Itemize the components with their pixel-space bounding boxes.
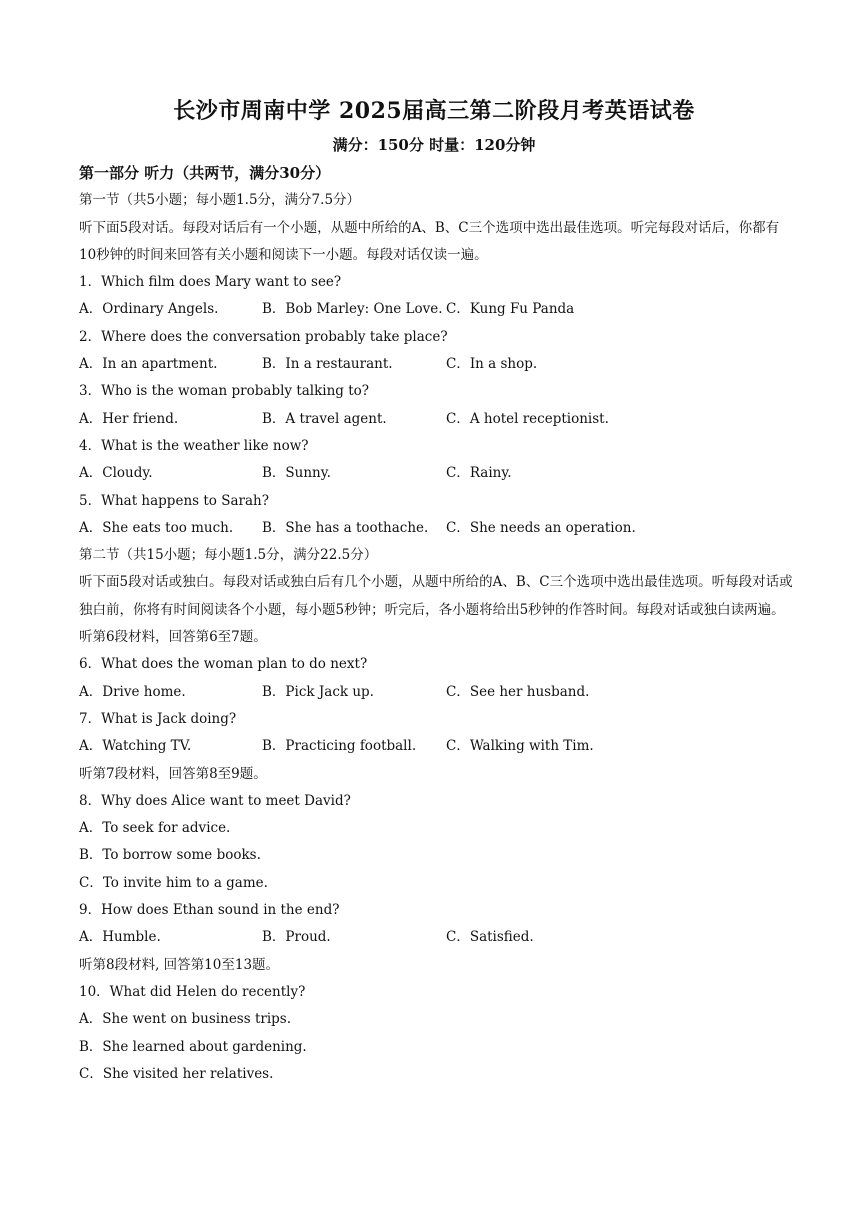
option-c: C．She visited her relatives.: [79, 1065, 274, 1082]
question-stem: 6．What does the woman plan to do next?: [79, 656, 368, 673]
option-a: A．She eats too much.: [79, 519, 234, 536]
option-c: C．To invite him to a game.: [79, 874, 268, 891]
option-c: C．She needs an operation.: [446, 519, 636, 536]
option-a: A．She went on business trips.: [79, 1011, 292, 1028]
question-stem: 3．Who is the woman probably talking to?: [79, 383, 370, 400]
option-a: A．Ordinary Angels.: [79, 301, 219, 318]
option-row: [79, 679, 794, 706]
material-7-label: 听第7段材料，回答第8至9题。: [79, 765, 267, 782]
material-8-label: 听第8段材料, 回答第10至13题。: [79, 956, 280, 973]
question-stem: 8．Why does Alice want to meet David?: [79, 792, 351, 809]
option-b: B．She has a toothache.: [262, 519, 429, 536]
option-b: B．Practicing football.: [262, 738, 417, 755]
exam-body: [79, 160, 794, 1088]
part1-heading: 第一部分 听力（共两节，满分30分）: [79, 164, 331, 182]
option-b: B．A travel agent.: [262, 410, 387, 427]
question-stem: 7．What is Jack doing?: [79, 710, 237, 727]
section1-instructions: 听下面5段对话。每段对话后有一个小题，从题中所给的A、B、C三个选项中选出最佳选项。听完每段对话后，你都有10秒钟的时间来回答有关小题和阅读下一小题。每段对话仅读一遍。: [79, 219, 780, 263]
option-b: B．To borrow some books.: [79, 847, 261, 864]
option-row: [79, 460, 794, 487]
option-c: C．A hotel receptionist.: [446, 410, 609, 427]
option-c: C．In a shop.: [446, 356, 538, 373]
option-a: A．Humble.: [79, 929, 161, 946]
section2-instructions: 听下面5段对话或独白。每段对话或独白后有几个小题，从题中所给的A、B、C三个选项中选出最佳选项。听每段对话或独白前，你将有时间阅读各个小题，每小题5秒钟；听完后，各小题将给出5秒钟的作答时间。每段对话或独白读两遍。: [79, 574, 793, 618]
option-row: [79, 351, 794, 378]
option-a: A．To seek for advice.: [79, 820, 231, 837]
option-row: [79, 924, 794, 951]
question-stem: 1．Which film does Mary want to see?: [79, 274, 342, 291]
question-stem: 5．What happens to Sarah?: [79, 492, 269, 509]
option-b: B．Sunny.: [262, 465, 331, 482]
option-a: A．In an apartment.: [79, 356, 218, 373]
question-stem: 9．How does Ethan sound in the end?: [79, 902, 340, 919]
question-stem: 10．What did Helen do recently?: [79, 983, 306, 1000]
option-b: B．Bob Marley: One Love.: [262, 301, 443, 318]
option-b: B．Pick Jack up.: [262, 683, 374, 700]
exam-score-time: 满分：150分 时量：120分钟: [332, 136, 536, 154]
option-b: B．She learned about gardening.: [79, 1038, 307, 1055]
option-row: [79, 515, 794, 542]
option-a: A．Watching TV.: [79, 738, 192, 755]
section2-heading: 第二节（共15小题；每小题1.5分，满分22.5分）: [79, 547, 378, 564]
option-a: A．Cloudy.: [79, 465, 153, 482]
option-c: C．Walking with Tim.: [446, 738, 594, 755]
option-c: C．Satisfied.: [446, 929, 534, 946]
material-6-label: 听第6段材料，回答第6至7题。: [79, 629, 267, 646]
option-row: [79, 733, 794, 760]
option-c: C．Kung Fu Panda: [446, 301, 575, 318]
question-stem: 4．What is the weather like now?: [79, 437, 309, 454]
exam-title: 长沙市周南中学 2025届高三第二阶段月考英语试卷: [173, 98, 695, 124]
option-c: C．Rainy.: [446, 465, 512, 482]
section1-heading: 第一节（共5小题；每小题1.5分，满分7.5分）: [79, 192, 361, 209]
option-c: C．See her husband.: [446, 683, 590, 700]
option-a: A．Drive home.: [79, 683, 186, 700]
option-b: B．Proud.: [262, 929, 331, 946]
option-row: [79, 406, 794, 433]
option-b: B．In a restaurant.: [262, 356, 393, 373]
option-a: A．Her friend.: [79, 410, 179, 427]
option-row: [79, 296, 794, 323]
question-stem: 2．Where does the conversation probably take place?: [79, 328, 448, 345]
